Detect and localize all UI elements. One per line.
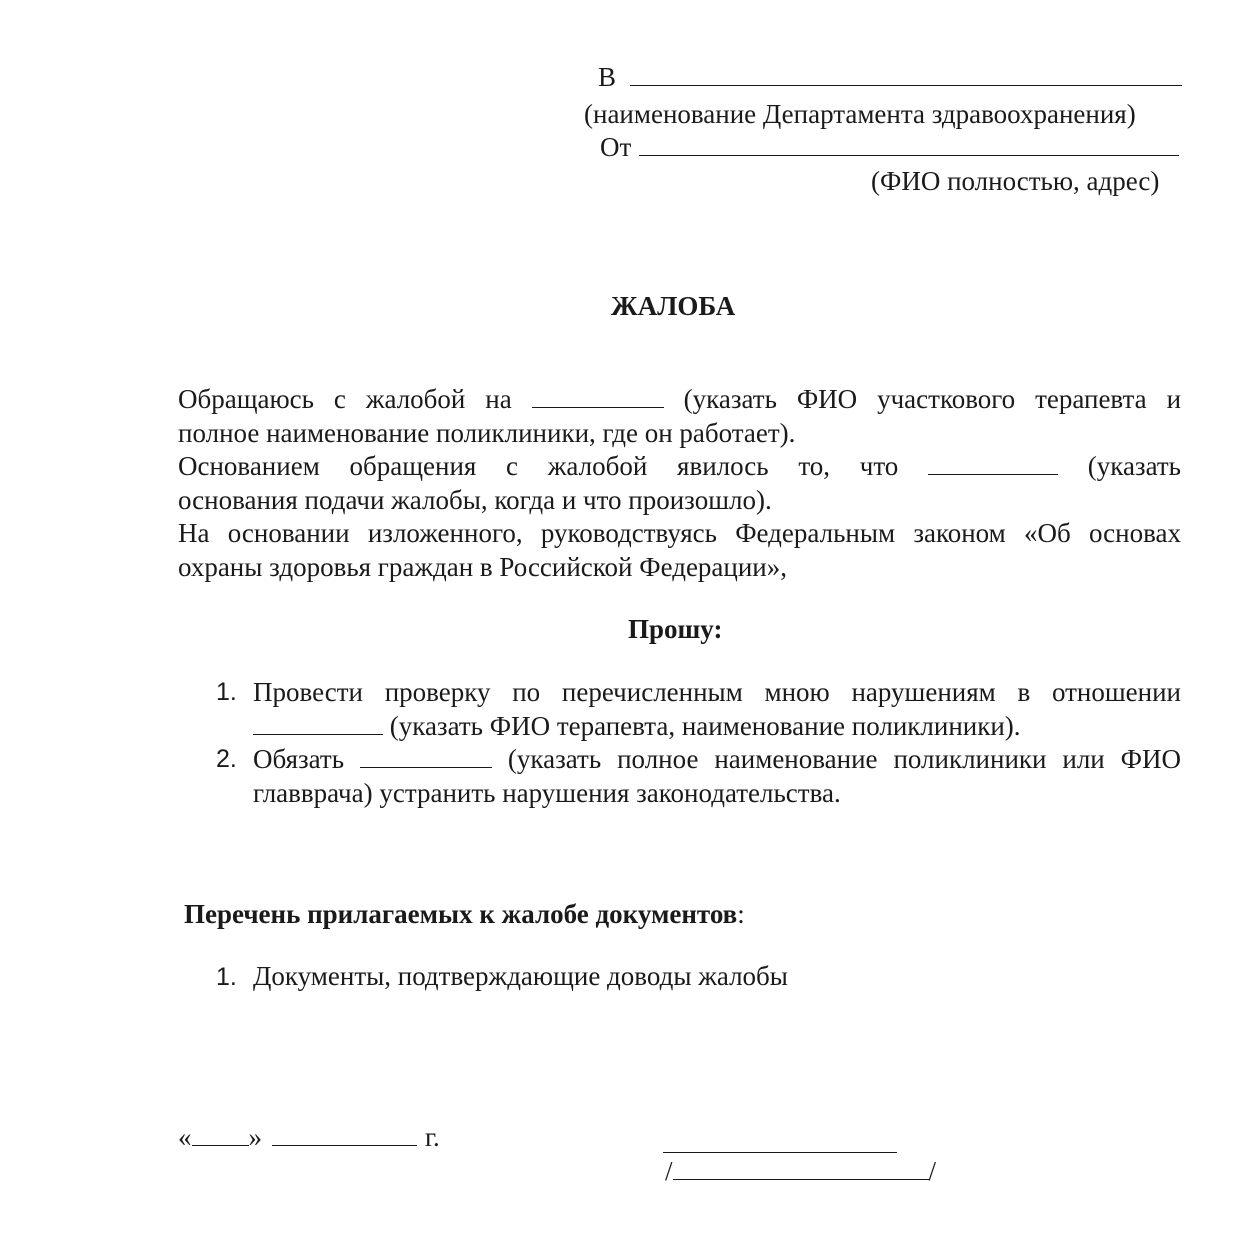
sender-prefix: От (600, 132, 632, 162)
attachment-item-1-text: Документы, подтверждающие доводы жалобы (253, 961, 788, 991)
signature-slash-left: / (665, 1156, 673, 1186)
addressee-prefix: В (598, 62, 617, 92)
request-item-2-number: 2. (216, 745, 237, 773)
paragraph-2-line-1 (178, 450, 1181, 484)
request-item-2-start: Обязать (253, 744, 345, 774)
request-item-1-line-1 (253, 676, 1181, 710)
reason-blank (928, 454, 1058, 475)
request-item-1-hint: (указать ФИО терапевта, наименование поликлиники). (389, 711, 1021, 741)
attachments-colon: : (737, 899, 745, 929)
request-item-1-line-2 (253, 710, 1181, 744)
attachments-heading-row (184, 899, 745, 930)
sender-fill-line (639, 133, 1179, 156)
date-open-quote: « (178, 1122, 192, 1152)
p2-start-text: Основанием обращения с жалобой явилось то, что (178, 451, 899, 481)
attachment-item-1-number: 1. (216, 963, 237, 991)
date-close-quote: » (248, 1122, 262, 1152)
month-year-blank (272, 1125, 417, 1146)
p1-start-text: Обращаюсь с жалобой на (178, 384, 512, 414)
paragraph-3-line-2: охраны здоровья граждан в Российской Федерации», (178, 552, 788, 582)
p2-hint-text: (указать (1087, 451, 1181, 481)
document-title: ЖАЛОБА (611, 291, 736, 321)
request-item-2-line-2: главврача) устранить нарушения законодательства. (253, 778, 841, 808)
request-item-1-text: Провести проверку по перечисленным мною нарушениям в отношении (253, 677, 1181, 707)
paragraph-2-line-2: основания подачи жалобы, когда и что произошло). (178, 485, 772, 515)
sender-row (600, 132, 1179, 163)
date-row (178, 1122, 440, 1153)
addressee-fill-line (630, 63, 1182, 86)
sender-caption: (ФИО полностью, адрес) (871, 166, 1160, 196)
day-blank (192, 1125, 249, 1146)
request-item-1-number: 1. (216, 678, 237, 706)
year-suffix: г. (425, 1122, 440, 1152)
paragraph-1-line-1 (178, 383, 1181, 417)
attachments-heading: Перечень прилагаемых к жалобе документов (184, 899, 738, 929)
clinic-name-blank (360, 747, 492, 768)
request-heading: Прошу: (628, 614, 723, 644)
therapist-clinic-blank (253, 714, 383, 735)
signature-name-row (665, 1156, 936, 1187)
signature-name-blank (673, 1159, 929, 1180)
therapist-blank (532, 387, 664, 408)
request-item-2-line-1 (253, 743, 1181, 777)
paragraph-3-line-1 (178, 517, 1181, 551)
paragraph-1-line-2: полное наименование поликлиники, где он работает). (178, 418, 796, 448)
p3-line1-text: На основании изложенного, руководствуясь Федеральным законом «Об основах (178, 518, 1181, 548)
request-item-2-hint: (указать полное наименование поликлиники или ФИО (507, 744, 1182, 774)
signature-slash-right: / (928, 1156, 937, 1186)
addressee-caption: (наименование Департамента здравоохранения) (584, 99, 1136, 129)
p1-hint-text: (указать ФИО участкового терапевта и (683, 384, 1182, 414)
signature-line (663, 1132, 897, 1153)
addressee-row (598, 62, 1182, 93)
